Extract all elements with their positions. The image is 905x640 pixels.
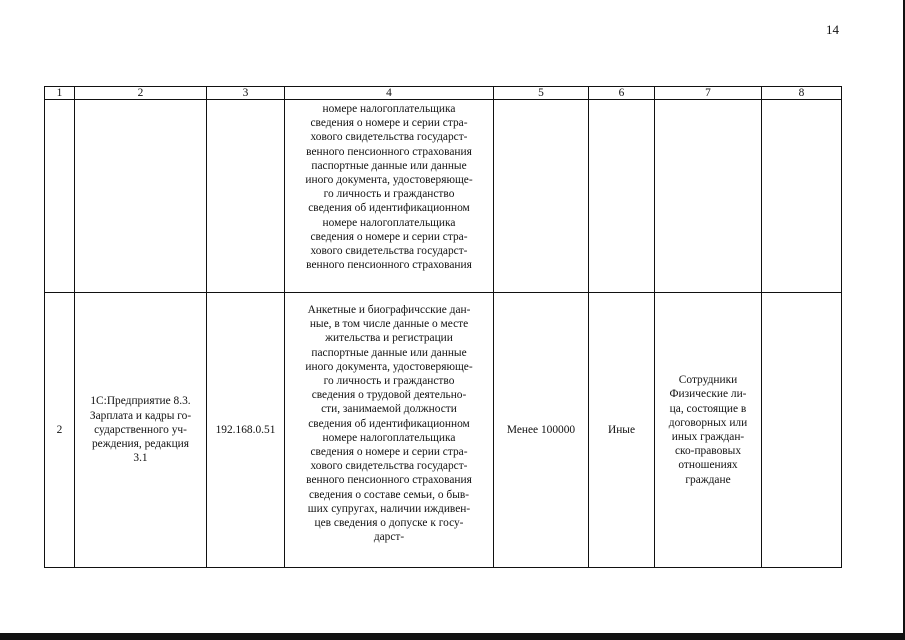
column-header-7: 7 — [655, 87, 762, 100]
column-header-2: 2 — [75, 87, 207, 100]
column-header-3: 3 — [207, 87, 285, 100]
table-row-continuation — [45, 100, 842, 293]
cell-continuation-col6 — [589, 100, 655, 293]
data-table — [44, 86, 842, 568]
cell-personal-data — [285, 293, 494, 568]
cell-continuation-col2 — [75, 100, 207, 293]
column-header-5: 5 — [494, 87, 589, 100]
cell-continuation-col5 — [494, 100, 589, 293]
cell-system-name — [75, 293, 207, 568]
cell-continuation-col7 — [655, 100, 762, 293]
cell-ip-address: 192.168.0.51 — [207, 293, 285, 568]
scan-bottom-edge — [0, 633, 905, 640]
cell-category: Иные — [589, 293, 655, 568]
cell-continuation-col4 — [285, 100, 494, 293]
personal-data-text: Анкетные и биографичсские дан- ные, в том числе данные о месте жительства и регистрации паспортные данные или данные иного документа, удостоверяюще- го личность и гражданство сведения о трудовой деятельно- сти, занимаемой должности сведения об идентификационном номере налогоплательщика сведения о номере и серии стра- хового свидетельства государст- венного пенсионного страхования сведения о составе семьи, о быв- ших супругах, наличии иждивен- цев сведения о допуске к госу- дарст- — [305, 304, 473, 544]
table-row-2 — [45, 293, 842, 568]
column-header-6: 6 — [589, 87, 655, 100]
column-header-1: 1 — [45, 87, 75, 100]
cell-continuation-col1 — [45, 100, 75, 293]
page-number: 14 — [826, 22, 839, 37]
column-header-8: 8 — [762, 87, 842, 100]
system-name-text: 1С:Предприятие 8.3. Зарплата и кадры го- сударственного уч- реждения, редакция 3.1 — [89, 395, 192, 465]
cell-volume: Менее 100000 — [494, 293, 589, 568]
cell-subjects — [655, 293, 762, 568]
cell-row-number: 2 — [45, 293, 75, 568]
column-header-4: 4 — [285, 87, 494, 100]
table-header-row — [45, 87, 842, 100]
cell-continuation-col3 — [207, 100, 285, 293]
cell-continuation-col8 — [762, 100, 842, 293]
subjects-text: Сотрудники Физические ли- ца, состоящие в договорных или иных граждан- ско-правовых отношениях граждане — [668, 374, 748, 486]
continuation-personal-data-text: номере налогоплательщика сведения о номере и серии стра- хового свидетельства государст- венного пенсионного страхования паспортные данные или данные иного документа, удостоверяюще- го личность и гражданство сведения об идентификационном номере налогоплательщика сведения о номере и серии стра- хового свидетельства государст- венного пенсионного страхования — [305, 103, 473, 272]
cell-col8 — [762, 293, 842, 568]
